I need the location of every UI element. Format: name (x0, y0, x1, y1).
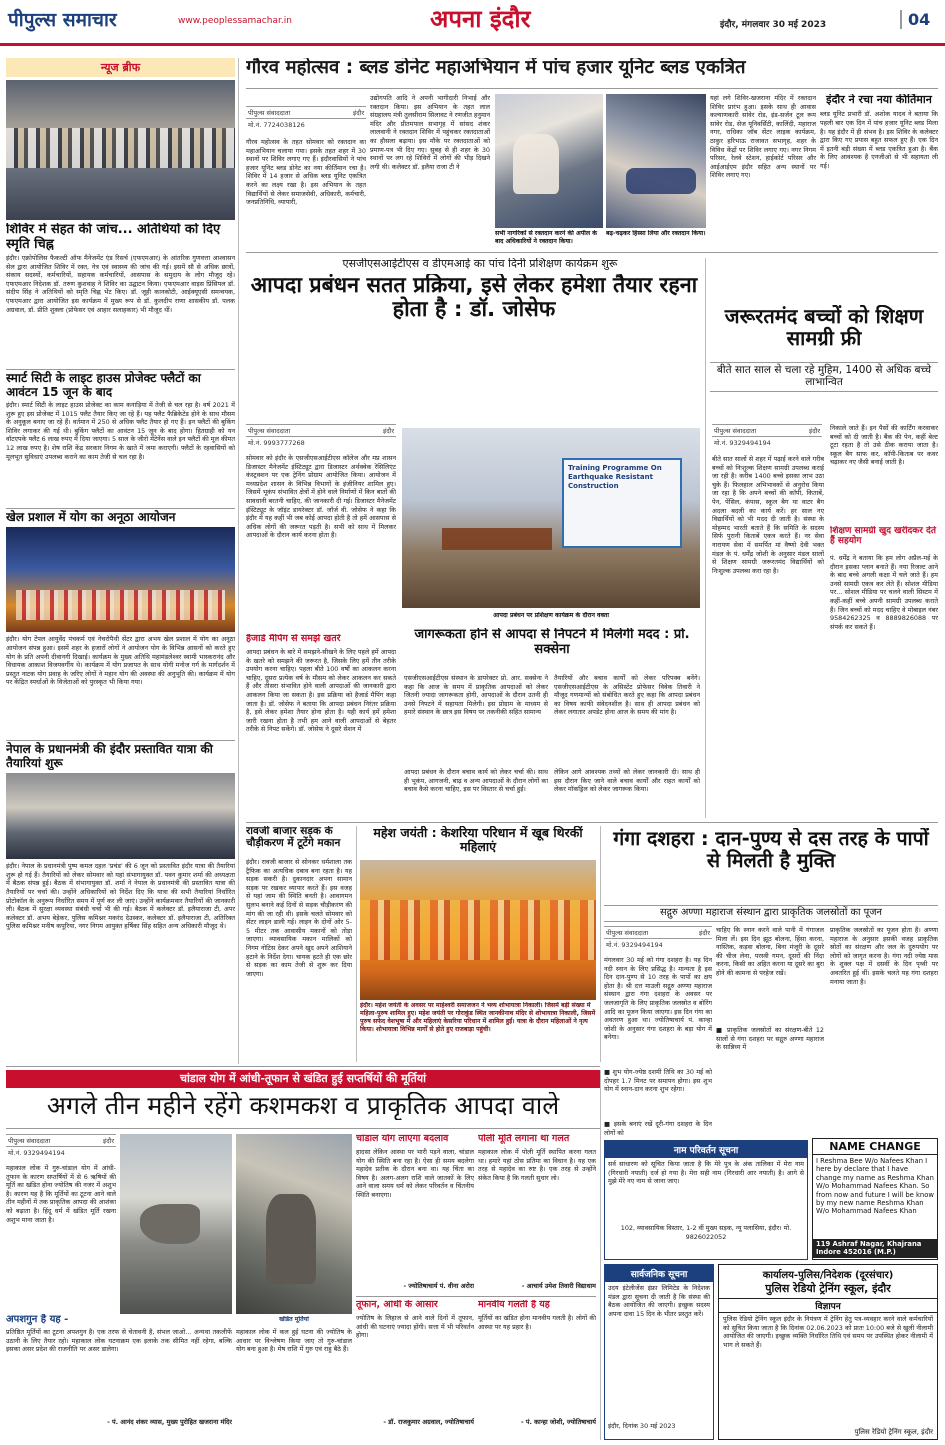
chandal-kicker-bar (6, 1070, 600, 1088)
chandal-s5-title: मानवीय गलती है यह (478, 1300, 550, 1310)
public-notice (604, 1264, 714, 1440)
public-notice-footer: इंदौर, दिनांक 30 मई 2023 (608, 1422, 676, 1430)
byline-name: पीपुल्स संवाददाता (248, 109, 291, 117)
disaster-sub1: हैजार्ड मैपिंग से समझें खतरे (246, 634, 341, 644)
logo-text: पीपुल्स समाचार (8, 9, 117, 31)
chandal-s3-credit: - आचार्य उमेश तिवारी विद्याधाम (521, 1282, 596, 1290)
ganga-col2: चाहिए कि स्नान करने वाले पानी में गंगाजल मिला लें। इस दिन झूठ बोलना, हिंसा करना, नास्तिक, कड़वा बोलना, बिना मंजूरी के दूसरे की चीज लेना, परस्त्री गमन, दूसरों की निंदा करना, किसी का अहित करना या दूसरे का बुरा होने की कामना से परहेज रखें। (716, 926, 824, 977)
chandal-sub1-text: प्रतिष्ठित मूर्तियों का टूटना अपशगुन है। एक तरफ से चेतावनी है, संभल जाओ... अन्यथा तकलीफें उठानी के लिए तैयार रहो। महाकाल लोक घटनाक्रम एक इलाके तक सीमित नहीं रहेगा, बल्कि इसका असर प्रदेश की राजनीति पर असर डालेगा। (6, 1328, 232, 1354)
disaster-sub2-col1: एसजीएसआईटीएस संस्थान के डायरेक्टर प्रो. आर. सक्सेना ने कहा कि आज के समय में प्राकृतिक आपदाओं को लेकर जितनी ज्यादा जागरूकता होगी, आपदाओं के दौरान उतनी ही उनसे निपटने में सहायता मिलेगी। इस प्रोग्राम के माध्यम से हमारे संस्थान के छात्र इस विषय पर तकनीकी सहित सामान्य (404, 674, 548, 717)
chandal-s4-credit: - डॉ. राजकुमार अग्रवाल, ज्योतिषाचार्य (383, 1418, 474, 1426)
mahesh-headline: महेश जयंती : केशरिया परिधान में खूब थिरकीं महिलाएं (373, 826, 583, 854)
chandal-kicker: चांडाल योग में आंधी-तूफान से खंडित हुई सप्तर्षियों की मूर्तियां (179, 1072, 427, 1085)
police-title: कार्यालय-पुलिस/निदेशक (दूरसंचार) (762, 1270, 894, 1281)
disaster-headline: आपदा प्रबंधन सतत प्रक्रिया, इसे लेकर हमेशा तैयार रहना होता है : डॉ. जोसेफ (250, 274, 698, 323)
police-footer: पुलिस रेडियो ट्रेनिंग स्कूल, इंदौर (854, 1428, 933, 1436)
raoji-headline: रावजी बाजार सड़क के चौड़ीकरण में टूटेंगे मकान (246, 826, 341, 849)
blood-photo-1-caption: सभी नागरिकों से रक्तदान करने की अपील के बाद अधिकारियों ने रक्तदान किया। (495, 230, 597, 245)
disaster-sub2: जागरूकता होने से आपदा से निपटने में मिलेगी मदद : प्रो. सक्सेना (414, 628, 690, 657)
chandal-photo-caption: खंडित मूर्तियां (279, 1316, 309, 1323)
byline-city: इंदौर (699, 929, 710, 937)
chandal-s3-title: पोली मूर्ति लगाना था गलत (478, 1134, 570, 1144)
blood-col3: यहां लगे शिविर-खजराना मंदिर में रक्तदान शिविर प्रारंभ हुआ। इसके साथ ही आवास कल्याणकारी सांवेर रोड, इंड-सर्जन टूल रूम सांवेर रोड, सेज यूनिवर्सिटी, कालिंदी, महाराज नगर, राधिका जॉब सेंटर लाइक कार्यक्रम, ठाकुर हरिभाऊ राजावत सभागृह, शहर के विविध केंद्रों पर शिविर लगाए गए। नगर निगम परिसर, रेलवे स्टेशन, हाईकोर्ट परिसर और आईआईएम इंदौर सहित अन्य स्थानों पर शिविर लगाए गए। (710, 94, 816, 180)
news-brief-column (6, 58, 235, 1064)
blood-byline (246, 106, 366, 130)
brief-photo-meeting (6, 773, 235, 859)
ganga-yoga1-text: शुभ योग-ज्येष्ठ दशमी तिथि का 30 मई को दोपहर 1.7 मिनट पर समापन होगा। इस शुभ योग में स्नान-दान करना शुभ रहेगा। (604, 1068, 712, 1094)
brief-item3-text: इंदौर। योग टेंपल आयुर्वेद पंचकर्म एवं नेचरोपैथी सेंटर द्वारा अभय खेल प्रशाल में योग का अनूठा आयोजन संपन्न हुआ। इसमें शहर के हजारों लोगों ने आयोजन योग के विभिन्न आसनों को करते हुए योग के प्रति अपनी दीवानगी दिखाई। कार्यक्रम के मुख्य अतिथि महामंडलेश्वर स्वामी भास्करानंद और विधायक आकाश विजयवर्गीय थे। कार्यक्रम में योग प्रजापत के साथ योगी मनोज गर्ग के मार्गदर्शन में प्रस्तुत नाटक योग प्रवाह के जरिए लोगों ने महान योग की अवस्था की अनुभूति की। कार्यक्रम में योग पर केंद्रित स्पर्धाओं के विजेताओं को पुरस्कृत भी किया गया। (6, 635, 235, 687)
blood-photo-2-caption: बढ़-चढ़कर हिस्सा लिया और रक्तदान किया। (606, 230, 706, 237)
blood-col2: उद्योगपति आदि ने अपनी भागीदारी निभाई और रक्तदान किया। इस अभियान के तहत लाल संग्रहालय मंत्री तुलसीराम सिलावट ने रणजीत हनुमान मंदिर और प्रीतमपाल सभागृह में सांसद शंकर लालवानी ने रक्तदान शिविर में पहुंचकर रक्तदाताओं का हौसला बढ़ाया। इस मौके पर रक्तदाताओं को प्रमाण-पत्र भी दिए गए। सुबह से ही शहर के 30 स्थानों पर लग रहे शिविरों में लोगों की भीड़ दिखने लगी थी। कलेक्टर डॉ. इलैया राजा टी ने (370, 94, 490, 171)
byline-mobile: मो.नं. 9329494194 (606, 941, 663, 949)
section-title: अपना इंदौर (430, 5, 531, 33)
name-change-hindi-text: सर्व साधारण को सूचित किया जाता है कि मेरे पुत्र के अंक तालिका में मेरा नाम (गिरधारी नयाती) दर्ज हो गया है। मेरा सही नाम (गिरधारी आर नयाती) है। आगे से मुझे मेरे नए नाम से जाना जाए। (608, 1160, 804, 1186)
disaster-byline (246, 424, 396, 448)
byline-mobile: मो.नं. 9329494194 (714, 439, 771, 447)
chandal-s2-credit: - ज्योतिषाचार्य पं. वीना अरोरा (403, 1282, 474, 1290)
brief-item2-text: इंदौर। स्मार्ट सिटी के लाइट हाउस प्रोजेक्ट का काम कनाड़िया में तेजी से चल रहा है। वर्ष 2021 में शुरू हुए इस प्रोजेक्ट में 1015 फ्लैट तैयार किए जा रहे हैं। यह फ्लैट फैब्रिकेटेड होने के साथ मौसम के अनुकूल बनाए जा रहे हैं। वर्तमान में 250 से अधिक फ्लैट तैयार हो गए हैं। इन फ्लैटों की बुकिंग शिविर लगाकर की गई थी। बुकिंग फ्लैटों का आवंटन 15 जून के बाद होगा। हितग्राही को यन वॉटएपके फ्लैट 6 लाख रुपए में दिया जाएगा। 5 साल के जीरो मेंटेनेंस वाले इन फ्लैटों की मूल कीमत 12 लाख रुपए है। शेष राशि केंद्र सरकार निगम के खाते में जमा कराएगी। फ्लैटों के रहवासियों को मूलभूत सुविधाएं उपलब्ध कराने का काम तेजी से चल रहा है। (6, 400, 235, 461)
name-change-notice-hindi (604, 1140, 808, 1260)
chandal-s3-text: महाकाल लोक में पोली मूर्ति स्थापित करना गलत था। हमारे यहां ठोस प्रतिमा का विधान है। यह एक तरह से महादेव का रुष्ट है। एक तरह से उन्होंने संकेत किया है कि गलती सुधार लो। (478, 1148, 596, 1182)
disaster-sub2-tail1: आपदा प्रबंधन के दौरान बचाव कार्य को लेकर चर्चा की। साथ ही भूकंप, आगजनी, बाढ़ व अन्य आपदाओं के दौरान लोगों का बचाव कैसे करना चाहिए, इस पर विस्तार से चर्चा हुई। (404, 768, 548, 794)
blood-photo-2 (606, 94, 706, 228)
brief-item4-text: इंदौर। नेपाल के प्रधानमंत्री पुष्प कमल दहल 'प्रचंड' की 6 जून को प्रस्तावित इंदौर यात्रा की तैयारियां शुरू हो गई हैं। तैयारियों को लेकर सोमवार को यहां संभागायुक्त डॉ. पवन कुमार शर्मा की अध्यक्षता में बैठक संपन्न हुई। बैठक में संभागायुक्त डॉ. शर्मा ने नेपाल के प्रधानमंत्री की प्रस्तावित यात्रा की तैयारियों पर चर्चा की। उन्होंने अधिकारियों को निर्देश दिए कि यात्रा की सभी तैयारियां निर्धारित प्रोटोकॉल के अनुरूप निर्धारित समय में पूर्ण कर ली जाएं। उन्होंने कार्यक्रमवार तैयारियों की जानकारी ली। बैठक में सुरक्षा व्यवस्था संबंधी चर्चा भी की गई। बैठक में कलेक्टर डॉ. इलैयाराजा टी, अपर कलेक्टर डॉ. अभय बेड़ेकर, पुलिस कमिश्नर मकरंद देउस्कर, कलेक्टर डॉ. इलैयाराजा टी, अतिरिक्त पुलिस कमिश्नर मनीष कपूरिया, नगर निगम आयुक्त हर्षिका सिंह सहित अन्य अधिकारी मौजूद थे। (6, 862, 235, 931)
brief-item1-title: शिविर में सेहत की जांच... अतिथियों को दिए स्मृति चिह्न (6, 223, 221, 252)
brief-item1-text: इंदौर। एक्रोपोलिस फैकल्टी ऑफ मैनेजमेंट एंड रिसर्च (एफएमआर) के आंतरिक गुणवत्ता आश्वासन सेल द्वारा आयोजित शिविर में रक्त, नेत्र एवं स्वास्थ्य की जांच की गई। इसमें सौ से अधिक छात्रों, संकाय सदस्यों, कर्मचारियों, सहायक कर्मचारियों, आसपास के समुदाय के लोग मौजूद रहे। एफएमआर निदेशक डॉ. तरुण कुशवाह ने शिविर का उद्घाटन किया। एफएमआर वाइस प्रिंसिपल डॉ. संदीप सिंह ने अतिथियों को स्मृति चिह्न भेंट किए। डॉ. जूही कानकोटी, आईक्यूएसी समन्वयक, एफएमआर द्वारा आयोजित इस कार्यक्रम में मुख्य रूप से डॉ. कुलदीप राणा शासकीय डॉ. पलक अग्रवाल, डॉ. प्रीति शुक्ला (प्रोफेसर एवं आहार सलाहकार) भी मौजूद थीं। (6, 254, 235, 314)
needy-headline: जरूरतमंद बच्चों को शिक्षण सामग्री फ्री (724, 305, 924, 350)
ganga-yoga2 (604, 1120, 712, 1140)
page-number: 04 (900, 10, 930, 29)
byline-mobile: मो.नं. 7724038126 (248, 121, 305, 129)
brief-item3-title: खेल प्रशाल में योग का अनूठा आयोजन (6, 508, 235, 524)
byline-city: इंदौर (383, 427, 394, 435)
police-radio-ad (718, 1264, 938, 1440)
mahesh-photo (360, 860, 596, 1000)
ganga-sub: सद्गुरु अण्णा महाराज संस्थान द्वारा प्राकृतिक जलस्रोतों का पूजन (604, 905, 938, 922)
name-change-en-address: 119 Ashraf Nagar, Khajrana Indore 452016 (M.P.) (813, 1239, 937, 1258)
needy-col2: निकाले जाते हैं। इन पैसों की कार्टिंग करवाकर बच्चों को दी जाती है। बैंक की पेन, कहीं बेल्ट टूटा रहता है तो उसे ठीक कराया जाता है। स्कूल बैग साफ कर, कॉपी-किताब पर कवर चढ़ाकर नए जैसी बनाई जाती है। (830, 424, 938, 467)
bullet-icon: ■ (716, 1026, 728, 1034)
chandal-s5-credit: - पं. कान्हा जोशी, ज्योतिषाचार्य (520, 1418, 596, 1426)
ganga-headline: गंगा दशहरा : दान-पुण्य से दस तरह के पापों से मिलती है मुक्ति (613, 828, 929, 872)
ganga-yoga2-text: इसके बनाएं रखें दूरी-गंगा दशहरा के दिन लोगों को (604, 1120, 712, 1137)
byline-city: इंदौर (103, 1137, 114, 1145)
brief-item4-title: नेपाल के प्रधानमंत्री की इंदौर प्रस्तावित यात्रा की तैयारियां शुरू (6, 740, 235, 770)
blood-sidebar (820, 94, 938, 248)
chandal-col1: महाकाल लोक में गुरु-चांडाल योग में आंधी-तूफान के कारण सप्तर्षियों में से 6 ऋषियों की मूर्ति का खंडित होना ज्योतिष की नजर में अशुभ है। कारण यह है कि मूर्तियों का टूटना आने वाले तीन महीनों में तक प्राकृतिक आपदा की आशंका को बढ़ाता है। हिंदू धर्म में खंडित मूर्ति रखना अशुभ माना जाता है। (6, 1164, 116, 1224)
website: www.peoplessamachar.in (178, 16, 292, 26)
chandal-s2-text: हादसा लेकिन आस्था पर भारी पड़ने वाला, चांडाल योग की स्थिति बना रहा है। ऐसा ही समय बदलेगा महादेव प्रतीक के दौरान बना था। यह चिंता का विषय है। अलग-अलग राशि वाले जातकों के लिए आने वाला समय धर्म को लेकर परिवर्तन व चिंतनीय स्थिति बनाएगा। (356, 1148, 474, 1199)
chandal-mid-text: महाकाल लोक में कल हुई घटना की ज्योतिष के आधार पर विश्लेषण किया जाए तो गुरु-चांडाल योग बना हुआ है। मेष राशि में गुरु एवं राहु बैठे हैं। (236, 1328, 352, 1354)
blood-photo-1 (495, 94, 603, 228)
blood-side-text: ब्लड यूनिट प्रभारी डॉ. अशोक यादव ने बताया कि पहली बार एक दिन में पांच हजार यूनिट ब्लड मिला है। यह इंदौर में ही संभव है। इस शिविर के कलेक्टर द्वारा किए गए प्रयास बहुत सफल हुए हैं। एक दिन में इतनी बड़ी संख्या में ब्लड एकत्रित हुआ है। बैंक के लिए आवश्यक है एनजीओ से भी सहायता ली गई। (820, 110, 938, 170)
police-label: विज्ञापन (719, 1298, 937, 1313)
chandal-s4-text: ज्योतिष के लिहाज से आने वाले दिनों में तूफान, आंधी की घटनाएं ज्यादा होंगी। सत्ता में भी परिवर्तन होगा। (356, 1314, 474, 1340)
byline-name: पीपुल्स संवाददाता (248, 427, 291, 435)
needy-col3: पं. धर्मेंद्र ने बताया कि हम लोग अप्रैल-मई के दौरान इसका प्लान बनाते हैं। नया रिजल्ट आने के बाद बच्चे अगली कक्षा में चले जाते हैं। हम उनसे सामग्री एकत्र कर लेते हैं। सोशल मीडिया पर... सोशल मीडिया पर चलने वाली सिस्टम में कहीं-कहीं बच्चे अपनी सामग्री उपलब्ध कराते हैं। जिन बच्चों को मदद चाहिए वे मोबाइल नंबर 9584262325 व 8889826088 पर संपर्क कर सकते हैं। (830, 554, 938, 631)
chandal-sub1: अपशगुन है यह - (6, 1314, 69, 1325)
name-change-notice-english (812, 1138, 938, 1260)
ganga-col1: मंगलवार 30 मई को गंगा दशहरा है। यह दिन नदी स्नान के लिए प्रसिद्ध है। मान्यता है इस दिन दान-पुण्य से 10 तरह के पापों का क्षय होता है। श्री दत्त माउली सद्गुरु अण्णा महाराज संस्थान द्वारा गंगा दशहरा के अवसर पर जलजागृति के लिए प्राकृतिक जलस्रोत व बोरिंग आदि का पूजन किया जाएगा। इस दिन गंगा का अवतरण हुआ था। ज्योतिषाचार्य पं. कान्हा जोशी के अनुसार गंगा दशहरा के बड़ा योग में बनेगा। (604, 956, 712, 1042)
needy-byline (712, 424, 822, 448)
chandal-sub1-credit: - पं. आनंद शंकर व्यास, मुख्य पुरोहित खजराना मंदिर (107, 1418, 232, 1426)
byline-city: इंदौर (353, 109, 364, 117)
name-change-en-text: I Reshma Bee W/o Nafees Khan I here by declare that I have change my name as Reshma Khan W/o Mohammad Nafees Khan. So from now and future I will be know by my new name Reshma Khan W/o Mohammad Nafees Khan (816, 1157, 934, 1216)
public-notice-title: सार्वजनिक सूचना (605, 1265, 713, 1282)
chandal-byline (6, 1134, 116, 1158)
chandal-photo (120, 1134, 232, 1314)
brief-photo-yoga (6, 527, 235, 632)
brief-photo-conference (6, 80, 235, 220)
blood-headline: गौरव महोत्सव : ब्लड डोनेट महाअभियान में पांच हजार यूनिट ब्लड एकत्रित (246, 58, 746, 78)
chandal-s4-title: तूफान, आंधी के आसार (356, 1300, 438, 1310)
chandal-photo-2 (236, 1134, 352, 1314)
chandal-s5-text: मूर्तियों का खंडित होना मानवीय गलती है। लोगों की आस्था पर यह प्रहार है। (478, 1314, 596, 1331)
needy-sub3: शिक्षण सामग्री खुद खरीदकर देते हैं सहयोग (830, 526, 936, 547)
ganga-col3: प्राकृतिक जलस्रोतों का पूजन होता है। अण्णा महाराज के अनुसार इसकी वजह प्राकृतिक स्रोतों का संरक्षण और जल के दुरुपयोग पर लोगों को जागृत करना है। गंगा नदी ज्येष्ठ मास के शुक्ल पक्ष में दसवीं के दिन पृथ्वी पर अवतरित हुई थीं। इसके चलते यह गंगा दशहरा मनाया जाता है। (830, 926, 938, 986)
byline-mobile: मो.नं. 9993777268 (248, 439, 305, 447)
public-notice-text: उदय इंटेलीजेंस इंफ्रा लिमिटेड के निदेशक मंडल द्वारा सूचना दी जाती है कि संस्था की बैठक आयोजित की जाएगी। इच्छुक सदस्य अपना दावा 15 दिन के भीतर प्रस्तुत करें। (608, 1284, 710, 1318)
blood-side-title: इंदौर ने रचा नया कीर्तिमान (826, 94, 932, 106)
disaster-sub1-text: आपदा प्रबंधन के बारे में समझने-सीखने के लिए पहले हमें आपदा के खतरे को समझने की जरूरत है, जिसके लिए हमें तीन तरीके उपयोग करना चाहिए। पहला बीते 100 वर्षों का आकलन करना चाहिए, दूसरा प्रत्येक वर्ष के मौसम को लेकर आकलन कर सकते हैं और तीसरा संभावित होने वाली आपदाओं की जानकारी द्वारा आकलन किया जा सकता है। इस प्रक्रिया को हैजार्ड मैपिंग कहा जाता है। डॉ. जोसेफ ने बताया कि आपदा प्रबंधन निरंतर प्रक्रिया है, इसे लेकर हमेशा तैयार होना होता है। यही कार्य हमें हमेशा जारी रखना होता है तभी हम आने वाली आपदाओं से बेहतर तरीके से निपट सकेंगे। डॉ. जोसेफ ने दूसरे सेशन में (246, 648, 396, 734)
ganga-col2b-text: प्राकृतिक जलस्रोतों का संरक्षण-बीते 12 सालों से गंगा दशहरा पर सद्गुरु अण्णा महाराज के सान्निध्य में (716, 1026, 824, 1052)
disaster-photo (402, 428, 700, 608)
name-change-en-title: NAME CHANGE (813, 1139, 937, 1155)
chandal-s2-title: चांडाल योग लाएगा बदलाव (356, 1134, 449, 1144)
byline-city: इंदौर (809, 427, 820, 435)
disaster-kicker: एसजीएसआईटीएस व डीएमआई का पांच दिनी प्रशिक्षण कार्यक्रम शुरू (342, 258, 618, 270)
ganga-col2b (716, 1026, 824, 1064)
news-brief-label: न्यूज ब्रीफ (6, 58, 235, 77)
training-banner (562, 458, 682, 548)
disaster-col1: सोमवार को इंदौर के एसजीएसआईटीएस कॉलेज और मप्र शासन डिजास्टर मैनेजमेंट इंस्टिट्यूट द्वारा डिजास्टर अर्थक्वेक रेसिलिएंट कंस्ट्रक्शन पर एक ट्रेनिंग प्रोग्राम आयोजित किया। आयोजन में मध्यप्रदेश शासन के विभिन्न विभागों के इंजीनियर शामिल हुए। जिसमें भूकंप संभावित क्षेत्रों में होने वाले निर्माणों में किन बातों की सावधानी बरतनी चाहिए, की जानकारी दी गई। डिजास्टर मैनेजमेंट इंस्टिट्यूट के जॉइंट डायरेक्टर डॉ. जॉर्ज वी. जोसेफ ने कहा कि इंदौर में यह कहीं भी जब कोई आपदा होती है तो हमें आसपास से अधिक लोगों की जरूरत पड़ती है। सभी को साथ में मिलकर आपदाओं के दौरान कार्य करना होता है। (246, 454, 396, 540)
brief-item2-title: स्मार्ट सिटी के लाइट हाउस प्रोजेक्ट फ्लैटों का आवंटन 15 जून के बाद (6, 369, 235, 399)
blood-col1: गौरव महोत्सव के तहत सोमवार को रक्तदान का महाअभियान चलाया गया। इसके तहत शहर में 30 स्थानों पर शिविर लगाए गए हैं। इंदौरवासियों ने पांच हजार यूनिट ब्लड डोनेट का नया कीर्तिमान रचा है। शिविर में 14 हजार से अधिक ब्लड यूनिट एकत्रित करने का लक्ष्य रखा है। इस अभियान के तहत विद्यार्थियों से लेकर समाजसेवी, अधिकारी, कर्मचारी, जनप्रतिनिधि, व्यापारी, (246, 138, 366, 207)
training-banner-text: Training Programme On Earthquake Resistant Construction (568, 464, 662, 490)
byline-name: पीपुल्स संवाददाता (8, 1137, 51, 1145)
byline-name: पीपुल्स संवाददाता (606, 929, 649, 937)
police-sub: पुलिस रेडियो ट्रेनिंग स्कूल, इंदौर (765, 1282, 891, 1295)
ganga-yoga1 (604, 1068, 712, 1118)
raoji-text: इंदौर। रावजी बाजार से सोनकर धर्मशाला तक ट्रैफिक का अत्यधिक दबाव बना रहता है। यह सड़क सकरी है। दुकानदार अपना सामान सड़क पर रखकर व्यापार करते हैं। इस वजह से यहां जाम की स्थिति बनती है। आवागमन सुलभ बनाने कई दिनों से सड़क चौड़ीकरण की मांग की जा रही थी। इसके चलते सोमवार को सेंटर लाइन डाली गई। लाइन के दोनों ओर 5-5 मीटर तक आवासीय मकानों को तोड़ा जाएगा। व्यावसायिक मकान मालिकों को निगम नोटिस देकर अपने खुद अपने आशियाने हटाने के निर्देश देगा। चायक हटते ही एक छोर से सड़क का काम तेजी से शुरू कर दिया जाएगा। (246, 858, 352, 978)
date-line: इंदौर, मंगलवार 30 मई 2023 (720, 20, 827, 30)
name-change-hindi-title: नाम परिवर्तन सूचना (605, 1141, 807, 1158)
name-change-hindi-address: 102, व्यावसायिक विस्तार, 1-2 वीं मुख्य सड़क, न्यू पलासिया, इंदौर। मो. 9826022052 (620, 1224, 792, 1241)
byline-name: पीपुल्स संवाददाता (714, 427, 757, 435)
masthead (0, 0, 945, 46)
disaster-sub2-tail2: लेकिन आगे आवश्यक तथ्यों को लेकर जानकारी दी। साथ ही इस दौरान किए जाने वाले बचाव कार्यों और राहत कार्यों को लेकर मॉकड्रिल को लेकर जागरूक किया। (554, 768, 700, 794)
disaster-photo-caption: आपदा प्रबंधन पर प्रशिक्षण कार्यक्रम के दौरान वक्ता (493, 612, 609, 619)
bullet-icon: ■ (604, 1120, 614, 1128)
bullet-icon: ■ (604, 1068, 613, 1076)
police-text: पुलिस रेडियो ट्रेनिंग स्कूल इंदौर के नियंत्रण में ट्रेनिंग हेतु पत्र-व्यवहार करने वाले कर्मचारियों को सूचित किया जाता है कि दिनांक 02.06.2023 को प्रातः 10:00 बजे से खुली नीलामी आयोजित की जाएगी। इच्छुक व्यक्ति निर्धारित तिथि एवं समय पर उपस्थित होकर नीलामी में भाग ले सकते हैं। (723, 1315, 933, 1349)
byline-mobile: मो.नं. 9329494194 (8, 1149, 65, 1157)
disaster-sub2-col2: तैयारियों और बचाव कार्यों को लेकर परिपक्व बनेंगे। एसजीएसआईटीएस के असिस्टेंट प्रोफेसर विवेक तिवारी ने मौजूद गणमान्यों को संबोधित करते हुए कहा कि आपदा प्रबंधन का विषय काफी संवेदनशील है। साथ ही आपदा प्रबंधन को लेकर लगातार अपडेट होना आज के समय की मांग है। (554, 674, 700, 717)
needy-col1: बीते सात सालों से शहर में पढ़ाई करने वाले गरीब बच्चों को निःशुल्क शिक्षण सामग्री उपलब्ध कराई जा रही है। करीब 1400 बच्चे इसका लाभ उठा चुके हैं। फिलहाल अभिभावकों से अनुरोध किया जा रहा है कि अपने बच्चों की कॉपी, किताबें, पेन, पेंसिल, कंपास, स्कूल बैग या वाटर बैग अदला बदली का कार्य करें। हर साल नए विद्यार्थियों को भी मदद दी जाती है। संस्था के मोहम्मद भारती बताते हैं कि समिति के सदस्य सिर्फ पुरानी किताबें एकत्र करते हैं। नर सेवा नारायण सेवा में समर्पित मां वैष्णो देवी भक्त मंडल के पं. धर्मेंद्र जोशी के अनुसार मंडल सालों से शिक्षण सामग्री जरूरतमंद विद्यार्थियों को निःशुल्क उपलब्ध करा रहा है। (712, 455, 824, 575)
needy-sub: बीते सात साल से चला रहे मुहिम, 1400 से अधिक बच्चे लाभान्वित (710, 362, 938, 392)
chandal-headline: अगले तीन महीने रहेंगे कशमकश व प्राकृतिक आपदा वाले (46, 1092, 560, 1120)
mahesh-caption: इंदौर। महेश जयंती के अवसर पर माहेश्वरी समाजजन ने भव्य शोभायात्रा निकाली। जिसमें बड़ी संख्या में महिला-पुरुष शामिल हुए। महेश जयंती पर गोराकुंड स्थित जानकीनाथ मंदिर से शोभायात्रा निकाली, जिसमें पुरुष सफेद वेशभूषा में और महिलाएं केसरिया परिधान में शामिल हुईं। यात्रा के दौरान महिलाओं ने नृत्य किया। शोभायात्रा विभिन्न मार्गों से होते हुए राजबाड़ा पहुंची। (360, 1002, 596, 1033)
ganga-byline (604, 926, 712, 950)
